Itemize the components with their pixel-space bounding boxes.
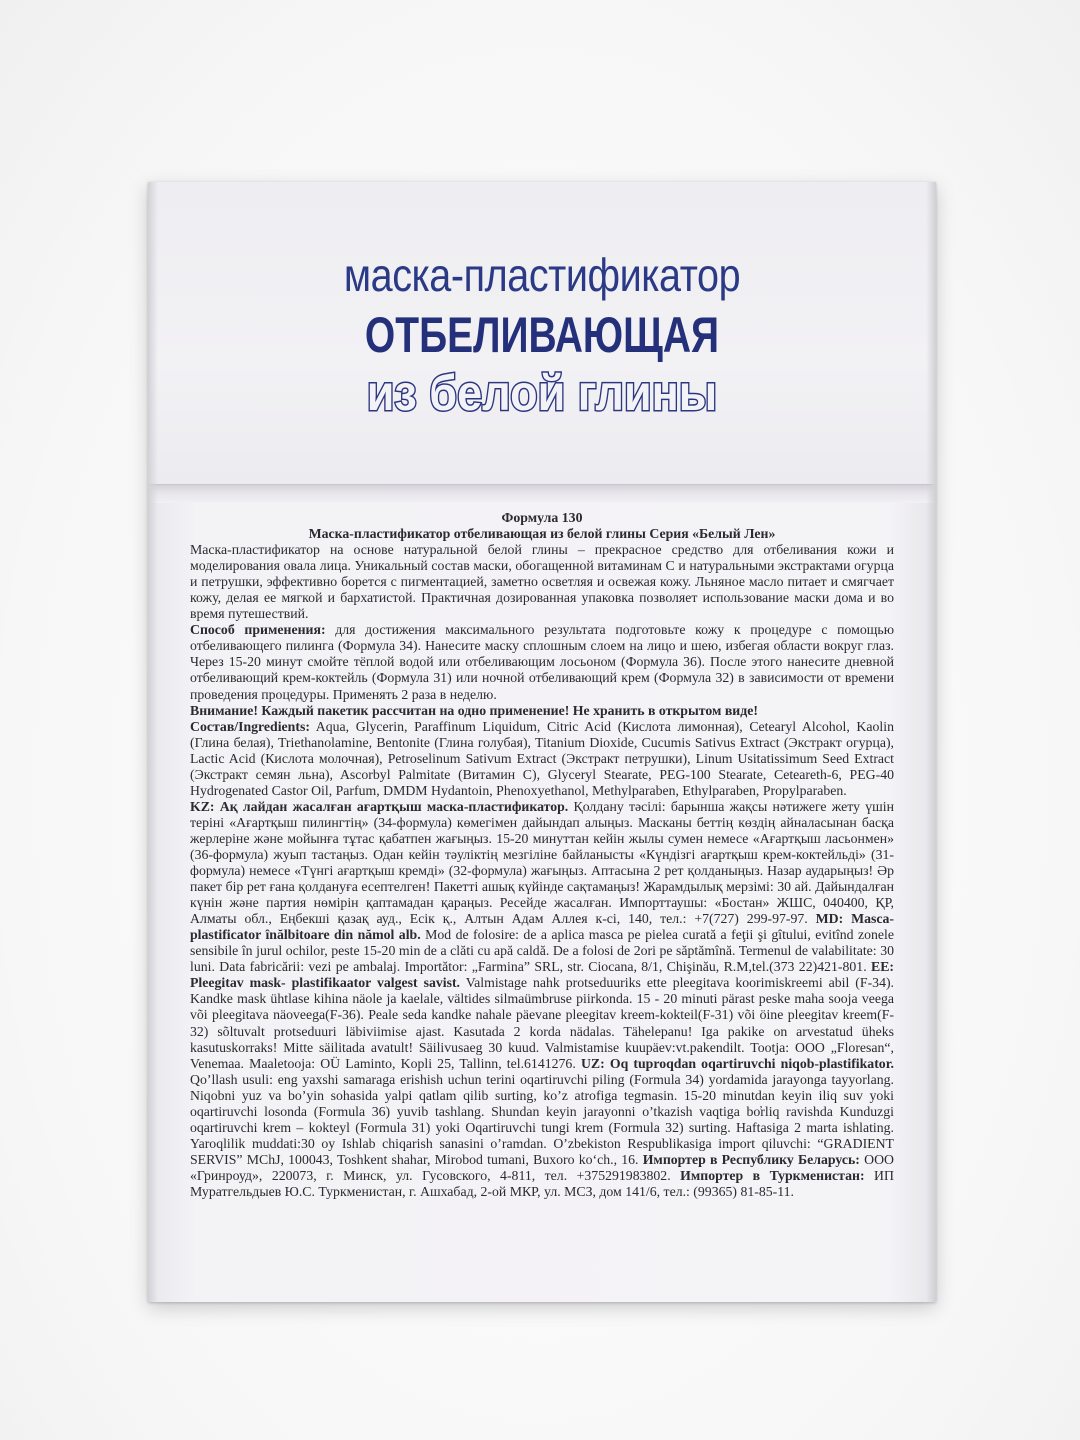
- warning-bold: Внимание! Каждый пакетик рассчитан на одно применение! Не хранить в открытом виде!: [190, 702, 758, 718]
- kz-heading: KZ: Ақ лайдан жасалған ағартқыш маска-пластификатор.: [190, 798, 569, 814]
- box-flap-fold: [148, 484, 936, 503]
- by-text: ООО «Гринроуд», 220073, г. Минск, ул. Гусовского, 4-811, тел. +375291983802.: [190, 1151, 895, 1183]
- box-edge-right: [926, 182, 936, 1302]
- ingredients-heading: Состав/Ingredients:: [190, 718, 310, 734]
- tm-text: ИП Муратгельдыев Ю.С. Туркменистан, г. Ашхабад, 2-ой МКР, ул. МСЗ, дом 141/6, тел.: (99365) 81-85-11.: [190, 1167, 894, 1199]
- ee-text: Valmistage nahk protseduuriks ette pleegitava koorimiskreemi abil (F-34). Kandke mask ühtlase kihina näole ja kaelale, vältides silmaümbruse piirkonda. 15 - 20 minuti pärast peske maha sooja veega või pleegitava näoveega(F-36). Peale seda kandke nahale päevane pleegitav kreem-kokteil(F-31) või öine pleegitav kreem(F-32) sõltuvalt protseduuri läbiviimise ajast. Kasutada 2 korda nädalas. Tähelepanu! Iga pakike on arvestatud üheks kasutuskorraks! Mitte säilitada avatult! Säilivusaeg 30 kuud. Valmistamise kuupäev:vt.pakendilt. Tootja: OOO „Floresan“, Venemaa. Maaletooja: OÜ Laminto, Kopli 25, Tallinn, tel.6141276.: [190, 975, 895, 1071]
- uz-text: Qo’llash usuli: eng yaxshi samaraga erishish uchun terini oqartiruvchi piling (Formula 34) yordamida jarayonga tayyorlang. Niqobni yuz va bo’yin sohasida yalpi qatlam qilib surting, ko’z atrofiga tegmasin. 15-20 minutdan keyin iliq suv yoki oqartiruvchi losonda (Formula 36) yuvib tashlang. Shundan keyin jarayonni o’tkazish vaqtiga bo̕rliq ravishda Kunduzgi oqartiruvchi krem – kokteyl (Formula 31) yoki Oqartiruvchi tungi krem (Formula 32) surting. Haftasiga 2 marta ishlating. Yaroqlilik muddati:30 oy Ishlab chiqarish sanasini o’ramdan. O’zbekiston Respublikasiga import qiluvchi: “GRADIENT SERVIS” MChJ, 100043, Toshkent shahar, Mirobod tumani, Buxoro ko‘ch., 16.: [190, 1071, 894, 1167]
- box-upper-panel: [148, 182, 936, 484]
- kz-text: Қолдану тәсілі: барынша жақсы нәтижеге жету үшін теріні «Ағартқыш пилингтің» (34-формула) көмегімен дайындап алыңыз. Масканы беттің көздің айналасынан басқа жерлеріне және мойынға тұтас қабатпен жағыңыз. 15-20 минуттан кейін жылы сумен немесе «Ағартқыш ласьонмен» (36-формула) жуып тастаңыз. Одан кейін тәуліктің мезгіліне байланысты «Күндізгі ағартқыш крем-коктейльді» (31-формула) немесе «Түнгі ағартқыш кремді» (32-формула) жағыңыз. Аптасына 2 рет қолданыңыз. Назар аударыңыз! Әр пакет бір рет ғана қолдануға есептелген! Пакетті ашық күйінде сақтамаңыз! Жарамдылық мерзімі: 30 ай. Дайындалған күнін және партия нөмірін қаптамадан қараңыз. Ресейде жасалған. Импорттаушы: «Бостан» ЖШС, 040400, ҚР, Алматы обл., Еңбекші қазақ ауд., Есік қ., Алтын Адам Аллея к-сі, 140, тел.: +7(727) 299-97-97.: [190, 798, 895, 927]
- by-heading: Импортер в Республику Беларусь:: [642, 1151, 860, 1167]
- title-line-2: ОТБЕЛИВАЮЩАЯ: [364, 307, 720, 363]
- md-text: Mod de folosire: de a aplica masca pe pielea curată a feţii şi gîtului, evitînd zonele sensibile în jurul ochilor, peste 15-20 min de a clăti cu apă caldă. De a folosi de 2ori pe săptămînă. Termenul de valabilitate: 30 luni. Data fabricării: vezi pe ambalaj. Importător: „Farmina” SRL, str. Ciocana, 8/1, Chişinău, R.M,tel.(373 22)421-801.: [190, 927, 895, 975]
- ee-heading: EE: Pleegitav mask- plastifikaator valgest savist.: [190, 959, 894, 991]
- warning-text: [190, 703, 894, 719]
- title-line-3: из белой глины: [366, 365, 718, 421]
- product-description: Маска-пластификатор на основе натуральной белой глины – прекрасное средство для отбеливания кожи и моделирования овала лица. Уникальный состав маски, обогащенной витаминам С и натуральными экстрактами огурца и петрушки, эффективно борется с пигментацией, заметно осветляя и освежая кожу. Льняное масло питает и смягчает кожу, делая ее мягкой и бархатистой. Практичная дозированная упаковка позволяет использование маски дома и во время путешествий.: [190, 542, 894, 622]
- usage-paragraph: [190, 622, 894, 702]
- usage-heading: Способ применения:: [190, 622, 326, 638]
- product-line-title: Маска-пластификатор отбеливающая из белой глины Серия «Белый Лен»: [308, 526, 776, 542]
- md-heading: MD: Masca-plastificator înălbitoare din nămol alb.: [190, 911, 895, 943]
- tm-heading: Импортер в Туркменистан:: [680, 1167, 865, 1183]
- ingredients-text: Aqua, Glycerin, Paraffinum Liquidum, Citric Acid (Кислота лимонная), Cetearyl Alcohol, Kaolin (Глина белая), Triethanolamine, Bentonite (Глина голубая), Titanium Dioxide, Cucumis Sativus Extract (Экстракт огурца), Lactic Acid (Кислота молочная), Petroselinum Sativum Extract (Экстракт петрушки), Linum Usitatissimum Seed Extract (Экстракт семян льна), Ascorbyl Palmitate (Витамин С), Glyceryl Stearate, PEG-100 Stearate, Ceteareth-6, PEG-40 Hydrogenated Castor Oil, Parfum, DMDM Hydantoin, Phenoxyethanol, Methylparaben, Ethylparaben, Propylparaben.: [190, 718, 894, 798]
- formula-number: Формула 130: [501, 510, 583, 525]
- product-box: [148, 182, 936, 1302]
- multilang-paragraph: [190, 799, 894, 1200]
- label-text-block: [190, 510, 894, 1200]
- title-line-1: маска-пластификатор: [343, 249, 741, 301]
- usage-text: для достижения максимального результата подготовьте кожу к процедуре с помощью отбеливающего пилинга (Формула 34). Нанесите маску сплошным слоем на лицо и шею, избегая области вокруг глаз. Через 15-20 минут смойте тёплой водой или отбеливающим лосьоном (Формула 36). После этого нанесите дневной отбеливающий крем-коктейль (Формула 31) или ночной отбеливающий крем (Формула 32) в зависимости от времени проведения процедуры. Применять 2 раза в неделю.: [190, 622, 895, 702]
- uz-heading: UZ: Oq tuproqdan oqartiruvchi niqob-plastifikator.: [580, 1055, 895, 1071]
- box-edge-left: [148, 182, 158, 1302]
- ingredients-paragraph: [190, 719, 894, 799]
